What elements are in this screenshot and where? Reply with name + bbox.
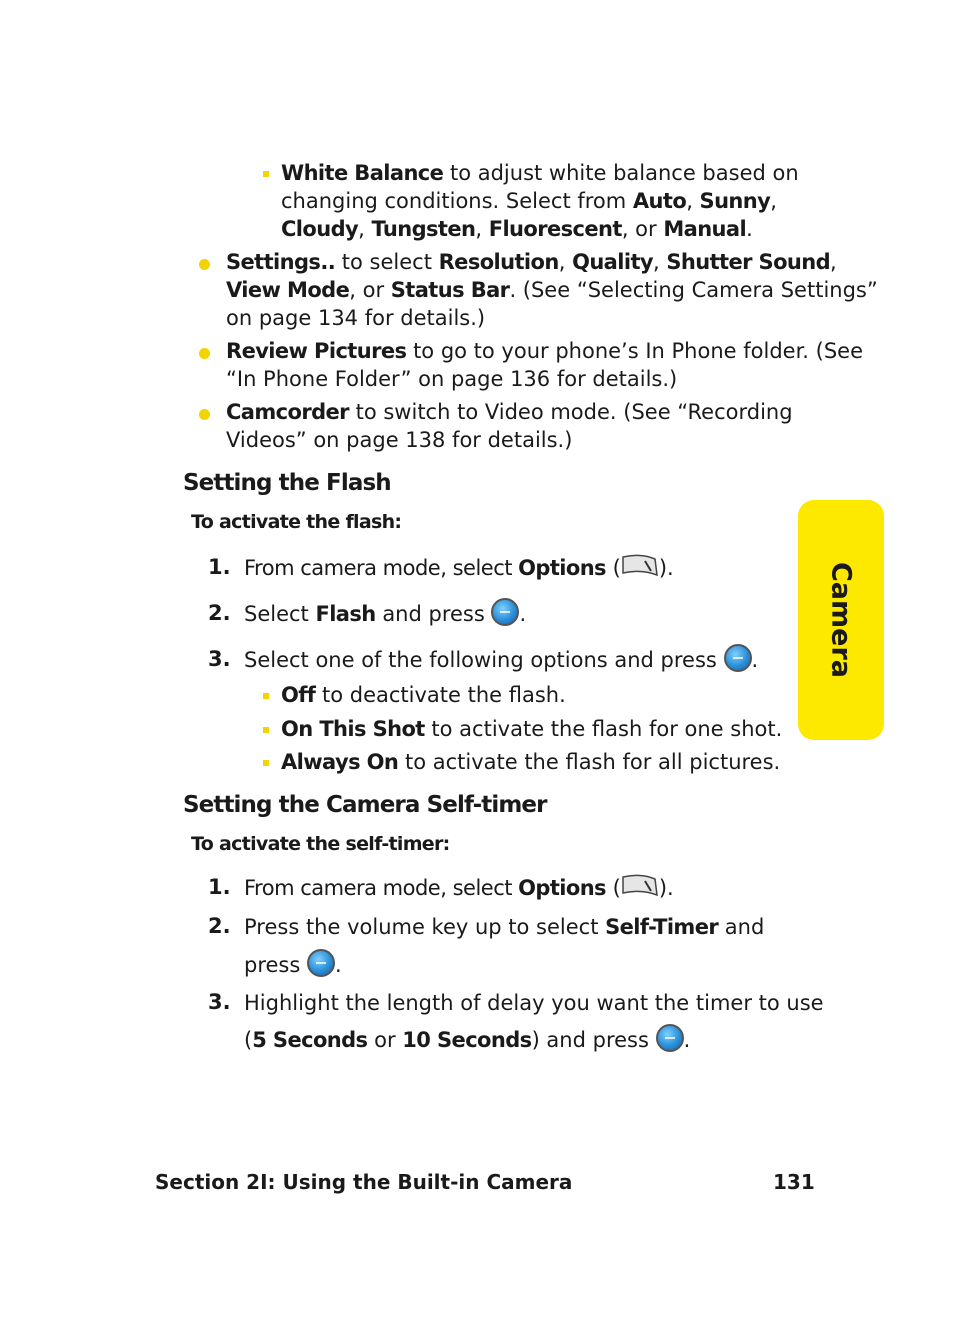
term-always-on: Always On xyxy=(281,750,399,774)
step-number: 2. xyxy=(208,601,231,625)
step-number: 1. xyxy=(208,555,231,579)
text: to activate the flash for one shot. xyxy=(424,717,783,741)
timer-step-2 xyxy=(244,913,764,941)
text: , xyxy=(770,189,777,213)
bullet-camcorder xyxy=(226,398,793,426)
text: press xyxy=(244,953,307,977)
text: “In Phone Folder” on page 136 for details.) xyxy=(226,367,678,391)
text: , or xyxy=(621,217,664,241)
text: . xyxy=(751,648,759,672)
term-white-balance: White Balance xyxy=(281,161,444,185)
term-tungsten: Tungsten xyxy=(371,217,476,241)
timer-step-1 xyxy=(244,874,674,902)
text: . xyxy=(746,217,753,241)
timer-step-2-line2 xyxy=(244,951,342,980)
text: on page 134 for details.) xyxy=(226,306,486,330)
heading-setting-self-timer: Setting the Camera Self-timer xyxy=(183,792,547,818)
text: to go to your phone’s In Phone folder. (See xyxy=(406,339,863,363)
text: to adjust white balance based on xyxy=(443,161,799,185)
term-review-pictures: Review Pictures xyxy=(226,339,407,363)
bullet-camcorder-line2 xyxy=(226,426,572,454)
subheading-activate-self-timer: To activate the self-timer: xyxy=(191,833,450,855)
text: to switch to Video mode. (See “Recording xyxy=(348,400,793,424)
timer-step-3 xyxy=(244,989,824,1017)
term-options: Options xyxy=(518,876,606,900)
right-softkey-icon xyxy=(621,553,659,579)
heading-setting-flash: Setting the Flash xyxy=(183,470,391,496)
round-bullet-icon xyxy=(199,409,210,420)
flash-step-1 xyxy=(244,554,674,582)
text: and press xyxy=(375,602,492,626)
flash-step-2 xyxy=(244,600,526,629)
text: . xyxy=(519,602,527,626)
menu-ok-key-icon xyxy=(307,949,335,977)
text: , xyxy=(358,217,372,241)
menu-ok-key-icon xyxy=(656,1024,684,1052)
square-bullet-icon xyxy=(263,760,269,766)
text: ) and press xyxy=(531,1028,656,1052)
text: Videos” on page 138 for details.) xyxy=(226,428,573,452)
square-bullet-icon xyxy=(263,693,269,699)
text: . (See “Selecting Camera Settings” xyxy=(509,278,878,302)
flash-step-3 xyxy=(244,646,758,675)
square-bullet-icon xyxy=(263,727,269,733)
term-off: Off xyxy=(281,683,316,707)
term-10-seconds: 10 Seconds xyxy=(402,1028,532,1052)
term-shutter-sound: Shutter Sound xyxy=(666,250,831,274)
text: to deactivate the flash. xyxy=(315,683,566,707)
text: to activate the flash for all pictures. xyxy=(398,750,781,774)
bullet-settings-line2 xyxy=(226,276,878,304)
term-status-bar: Status Bar xyxy=(390,278,510,302)
text: , xyxy=(830,250,837,274)
term-resolution: Resolution xyxy=(438,250,559,274)
term-quality: Quality xyxy=(572,250,653,274)
term-5-seconds: 5 Seconds xyxy=(252,1028,368,1052)
subheading-activate-flash: To activate the flash: xyxy=(191,511,402,533)
text: ). xyxy=(658,556,674,580)
step-number: 1. xyxy=(208,875,231,899)
right-softkey-icon xyxy=(621,873,659,899)
text: ). xyxy=(658,876,674,900)
round-bullet-icon xyxy=(199,259,210,270)
term-sunny: Sunny xyxy=(699,189,771,213)
text: to select xyxy=(335,250,439,274)
text: . xyxy=(683,1028,691,1052)
step-number: 2. xyxy=(208,914,231,938)
menu-ok-key-icon xyxy=(724,644,752,672)
text: , xyxy=(686,189,700,213)
term-auto: Auto xyxy=(632,189,687,213)
text: Highlight the length of delay you want the timer to use xyxy=(244,991,824,1015)
bullet-white-balance xyxy=(281,159,799,187)
text: changing conditions. Select from xyxy=(281,189,633,213)
text: , or xyxy=(349,278,391,302)
text: Select xyxy=(244,602,316,626)
bullet-settings xyxy=(226,248,837,276)
bullet-review-pictures-line2 xyxy=(226,365,677,393)
term-flash: Flash xyxy=(315,602,376,626)
text: . xyxy=(334,953,342,977)
term-on-this-shot: On This Shot xyxy=(281,717,425,741)
text: , xyxy=(652,250,667,274)
term-settings: Settings.. xyxy=(226,250,336,274)
bullet-white-balance-line2 xyxy=(281,187,777,215)
text: ( xyxy=(605,556,621,580)
flash-option-on-this-shot xyxy=(281,715,782,743)
bullet-review-pictures xyxy=(226,337,863,365)
text: Select one of the following options and press xyxy=(244,648,724,672)
flash-option-off xyxy=(281,681,566,709)
text: ( xyxy=(605,876,621,900)
text: , xyxy=(475,217,489,241)
section-tab-label: Camera xyxy=(825,561,857,679)
footer-page-number: 131 xyxy=(773,1170,815,1194)
text: or xyxy=(367,1028,403,1052)
text: , xyxy=(558,250,573,274)
square-bullet-icon xyxy=(263,171,269,177)
flash-option-always-on xyxy=(281,748,780,776)
text: and xyxy=(718,915,765,939)
footer-section-title: Section 2I: Using the Built-in Camera xyxy=(155,1170,573,1194)
bullet-settings-line3 xyxy=(226,304,485,332)
bullet-white-balance-line3 xyxy=(281,215,753,243)
step-number: 3. xyxy=(208,647,231,671)
term-camcorder: Camcorder xyxy=(226,400,349,424)
text: Press the volume key up to select xyxy=(244,915,606,939)
text: From camera mode, select xyxy=(244,876,519,900)
term-fluorescent: Fluorescent xyxy=(488,217,622,241)
term-cloudy: Cloudy xyxy=(281,217,359,241)
text: From camera mode, select xyxy=(244,556,519,580)
term-options: Options xyxy=(518,556,606,580)
step-number: 3. xyxy=(208,990,231,1014)
round-bullet-icon xyxy=(199,348,210,359)
text: ( xyxy=(244,1028,253,1052)
menu-ok-key-icon xyxy=(491,598,519,626)
timer-step-3-line2 xyxy=(244,1026,690,1055)
term-view-mode: View Mode xyxy=(226,278,350,302)
term-self-timer: Self-Timer xyxy=(605,915,719,939)
term-manual: Manual xyxy=(663,217,747,241)
